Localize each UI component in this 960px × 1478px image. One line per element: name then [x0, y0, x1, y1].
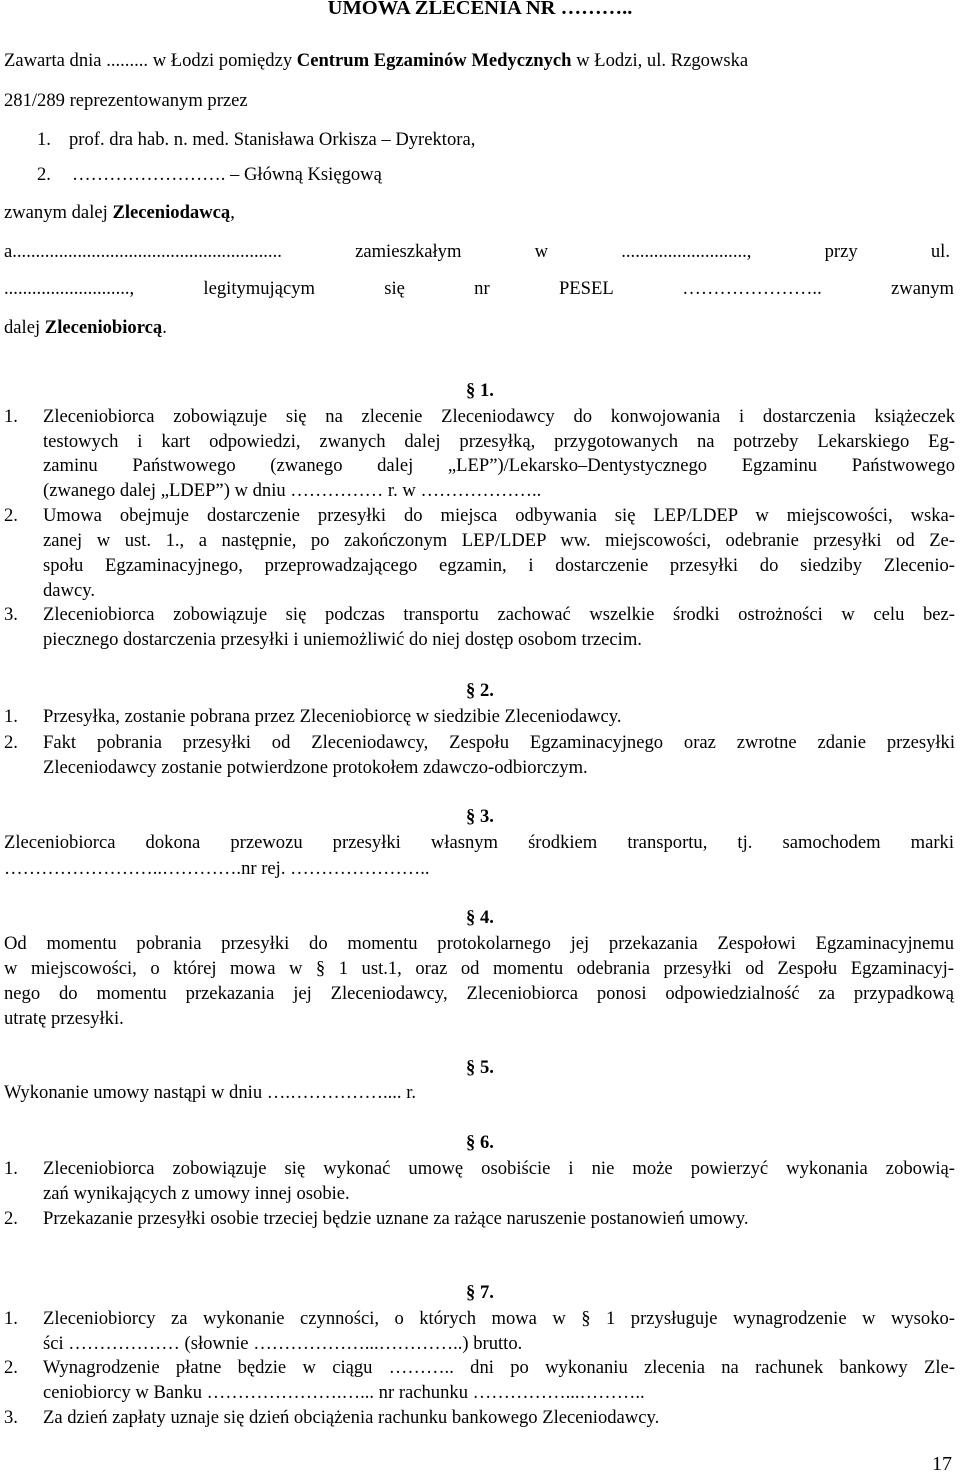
s1-item-1-line-3: zaminu Państwowego (zwanego dalej „LEP”)/Lekarsko–Dentystycznego Egzaminu Państwowego — [43, 455, 955, 476]
s7-item-2-line-2: ceniobiorcy w Banku ………………….…... nr rachunku ……………...……….. — [43, 1382, 645, 1403]
s1-item-1-line-1: Zleceniobiorca zobowiązuje się na zlecenie Zleceniodawcy do konwojowania i dostarczenia książeczek — [43, 406, 955, 427]
section-4-heading: § 4. — [466, 907, 494, 928]
intro-line-1 — [4, 49, 748, 74]
s7-item-3-line-1: Za dzień zapłaty uznaje się dzień obciążenia rachunku bankowego Zleceniodawcy. — [43, 1407, 660, 1428]
s6-item-2-line-1: Przekazanie przesyłki osobie trzeciej będzie uznane za rażące naruszenie postanowień umowy. — [43, 1208, 749, 1229]
s1-item-2-line-3: społu Egzaminacyjnego, przeprowadzającego egzamin, i dostarczenie przesyłki do siedziby Zlecenio- — [43, 555, 955, 576]
s2-item-2-line-2: Zleceniodawcy zostanie potwierdzone protokołem zdawczo-odbiorczym. — [43, 757, 588, 778]
intro-line-8 — [4, 316, 167, 341]
s2-item-2-line-1: Fakt pobrania przesyłki od Zleceniodawcy, Zespołu Egzaminacyjnego oraz zwrotne zdanie przesyłki — [43, 732, 955, 753]
s1-item-1-number: 1. — [4, 406, 18, 427]
s4-line-3: nego do momentu przekazania jej Zleceniodawcy, Zleceniobiorca ponosi odpowiedzialność za przypadkową — [4, 983, 954, 1004]
s6-item-1-number: 1. — [4, 1158, 18, 1179]
s7-item-1-line-1: Zleceniobiorcy za wykonanie czynności, o których mowa w § 1 przysługuje wynagrodzenie w wysoko- — [43, 1308, 955, 1329]
s2-item-2-number: 2. — [4, 732, 18, 753]
s1-item-1-line-2: testowych i kart odpowiedzi, zwanych dalej przesyłką, przygotowanych na potrzeby Lekarskiego Eg- — [43, 431, 955, 452]
s6-item-1-line-1: Zleceniobiorca zobowiązuje się wykonać umowę osobiście i nie może powierzyć wykonania zobowią- — [43, 1158, 955, 1179]
page-number: 17 — [932, 1453, 952, 1475]
intro-line-6: a.......................................................... zamieszkałym w ..........................., przy ul. — [4, 241, 950, 262]
page-title: UMOWA ZLECENIA NR ……….. — [327, 0, 633, 19]
s1-item-3-number: 3. — [4, 604, 18, 625]
zleceniodawca-term: Zleceniodawcą — [112, 202, 231, 223]
s2-item-1-number: 1. — [4, 706, 18, 727]
s6-item-2-number: 2. — [4, 1208, 18, 1229]
section-1-heading: § 1. — [466, 380, 494, 401]
section-2-heading: § 2. — [466, 680, 494, 701]
rep-2-number: 2. — [37, 164, 51, 185]
period: . — [162, 317, 167, 338]
s1-item-2-line-2: zanej w ust. 1., a następnie, po zakończonym LEP/LDEP ww. miejscowości, odebranie przesyłki od Ze- — [43, 530, 955, 551]
section-5-heading: § 5. — [466, 1057, 494, 1078]
s7-item-2-line-1: Wynagrodzenie płatne będzie w ciągu ……….. dni po wykonaniu zlecenia na rachunek bankowy Zle- — [43, 1357, 955, 1378]
s7-item-1-number: 1. — [4, 1308, 18, 1329]
s1-item-1-line-4: (zwanego dalej „LDEP”) w dniu …………… r. w ……………….. — [43, 480, 542, 501]
rep-1-text: prof. dra hab. n. med. Stanisława Orkisza – Dyrektora, — [69, 129, 476, 150]
contractor-address: w Łodzi, ul. Rzgowska — [576, 50, 749, 71]
zleceniobiorca-term: Zleceniobiorcą — [44, 317, 163, 338]
s2-item-1-line-1: Przesyłka, zostanie pobrana przez Zleceniobiorcę w siedzibie Zleceniodawcy. — [43, 706, 622, 727]
s3-line-2: ……………………..………….nr rej. ………………….. — [4, 858, 430, 879]
s4-line-1: Od momentu pobrania przesyłki do momentu protokolarnego jej przekazania Zespołowi Egzaminacyjnemu — [4, 933, 954, 954]
s1-item-2-number: 2. — [4, 505, 18, 526]
s3-line-1: Zleceniobiorca dokona przewozu przesyłki własnym środkiem transportu, tj. samochodem marki — [4, 832, 954, 853]
zwanym-text: zwanym dalej — [4, 202, 108, 223]
s7-item-3-number: 3. — [4, 1407, 18, 1428]
intro-line-5 — [4, 201, 235, 226]
s4-line-2: w miejscowości, o której mowa w § 1 ust.1, oraz od momentu odebrania przesyłki od Zespołu Egzaminacyj- — [4, 958, 954, 979]
intro-line-7: ..........................., legitymującym się nr PESEL ………………….. zwanym — [4, 278, 954, 299]
rep-2-text: ……………………. – Główną Księgową — [72, 164, 382, 185]
s1-item-2-line-4: dawcy. — [43, 580, 95, 601]
s1-item-2-line-1: Umowa obejmuje dostarczenie przesyłki do miejsca odbywania się LEP/LDEP w miejscowości, wska- — [43, 505, 955, 526]
section-3-heading: § 3. — [466, 806, 494, 827]
dalej-text: dalej — [4, 317, 41, 338]
s6-item-1-line-2: zań wynikających z umowy innej osobie. — [43, 1183, 350, 1204]
s7-item-2-number: 2. — [4, 1357, 18, 1378]
s7-item-1-line-2: ści ……………… (słownie ………………...…………..) brutto. — [43, 1333, 523, 1354]
s1-item-3-line-1: Zleceniobiorca zobowiązuje się podczas transportu zachować wszelkie środki ostrożności w celu bez- — [43, 604, 955, 625]
comma: , — [230, 202, 235, 223]
intro-date-text: Zawarta dnia ......... w Łodzi pomiędzy — [4, 50, 293, 71]
section-6-heading: § 6. — [466, 1132, 494, 1153]
contractor-name: Centrum Egzaminów Medycznych — [296, 50, 572, 71]
s5-line: Wykonanie umowy nastąpi w dniu ….…………….... r. — [4, 1082, 417, 1103]
intro-line-2: 281/289 reprezentowanym przez — [4, 90, 248, 111]
section-7-heading: § 7. — [466, 1282, 494, 1303]
s4-line-4: utratę przesyłki. — [4, 1008, 124, 1029]
s1-item-3-line-2: piecznego dostarczenia przesyłki i uniemożliwić do niej dostęp osobom trzecim. — [43, 629, 642, 650]
rep-1-number: 1. — [37, 129, 51, 150]
